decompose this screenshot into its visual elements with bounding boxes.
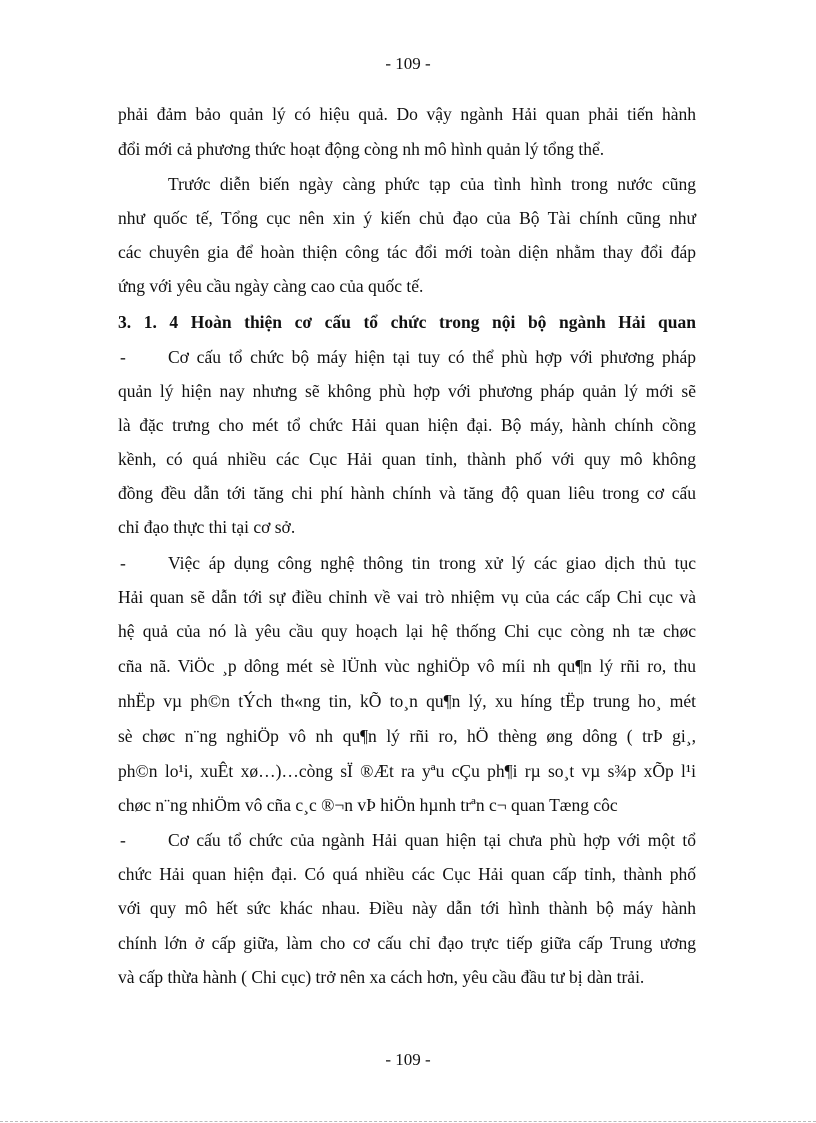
text-line: ứng với yêu cầu ngày càng cao của quốc tế.: [118, 276, 424, 296]
text-line: sè chøc n¨ng nghiÖp vô nh qu¶n lý rñi ro, hÖ thèng øng dông ( trÞ gi¸,: [118, 726, 696, 746]
text-line: kềnh, có quá nhiều các Cục Hải quan tỉnh, thành phố với quy mô không: [118, 449, 696, 469]
text-line: đổi mới cả phương thức hoạt động còng nh mô hình quản lý tổng thể.: [118, 139, 605, 159]
page-number-top: - 109 -: [385, 54, 431, 73]
text-line: chức Hải quan hiện đại. Có quá nhiều các Cục Hải quan cấp tỉnh, thành phố: [118, 864, 696, 884]
page-bottom-rule: [0, 1121, 816, 1122]
text-line: phải đảm bảo quản lý có hiệu quả. Do vậy ngành Hải quan phải tiến hành: [118, 104, 696, 124]
text-line: ph©n lo¹i, xuÊt xø…)…còng sÏ ®Æt ra yªu cÇu ph¶i rµ so¸t vµ s¾p xÕp l¹i: [118, 761, 696, 781]
section-heading: 3. 1. 4 Hoàn thiện cơ cấu tổ chức trong nội bộ ngành Hải quan: [118, 312, 696, 332]
text-line: Cơ cấu tổ chức của ngành Hải quan hiện tại chưa phù hợp với một tổ: [168, 830, 696, 850]
text-line: và cấp thừa hành ( Chi cục) trở nên xa cách hơn, yêu cầu đầu tư bị dàn trải.: [118, 967, 645, 987]
text-line: Trước diễn biến ngày càng phức tạp của tình hình trong nước cũng: [168, 174, 696, 194]
text-line: hệ quả của nó là yêu cầu quy hoạch lại hệ thống Chi cục còng nh tæ chøc: [118, 621, 696, 641]
bullet-marker: -: [120, 830, 126, 850]
text-line: chính lớn ở cấp giữa, làm cho cơ cấu chỉ đạo trực tiếp giữa cấp Trung ương: [118, 933, 696, 953]
bullet-marker: -: [120, 347, 126, 367]
text-line: các chuyên gia để hoàn thiện công tác đổi mới toàn diện nhằm thay đổi đáp: [118, 242, 696, 262]
text-line: là đặc trưng cho mét tổ chức Hải quan hiện đại. Bộ máy, hành chính cồng: [118, 415, 696, 435]
text-line: với quy mô hết sức khác nhau. Điều này dẫn tới hình thành bộ máy hành: [118, 898, 696, 918]
text-line: chỉ đạo thực thi tại cơ sở.: [118, 517, 296, 537]
text-line: nhËp vµ ph©n tÝch th«ng tin, kÕ to¸n qu¶n lý, xu híng tËp trung ho¸ mét: [118, 691, 696, 711]
text-line: Việc áp dụng công nghệ thông tin trong xử lý các giao dịch thủ tục: [168, 553, 696, 573]
text-line: quản lý hiện nay nhưng sẽ không phù hợp với phương pháp quản lý mới sẽ: [118, 381, 696, 401]
text-line: Cơ cấu tổ chức bộ máy hiện tại tuy có thể phù hợp với phương pháp: [168, 347, 696, 367]
text-line: cña nã. ViÖc ¸p dông mét sè lÜnh vùc nghiÖp vô míi nh qu¶n lý rñi ro, thu: [118, 656, 696, 676]
text-line: đồng đều dẫn tới tăng chi phí hành chính và tăng độ quan liêu trong cơ cấu: [118, 483, 696, 503]
text-line: như quốc tế, Tổng cục nên xin ý kiến chủ đạo của Bộ Tài chính cũng như: [118, 208, 696, 228]
text-line: chøc n¨ng nhiÖm vô cña c¸c ®¬n vÞ hiÖn hµnh trªn c¬ quan Tæng côc: [118, 795, 618, 815]
bullet-marker: -: [120, 553, 126, 573]
page-number-bottom: - 109 -: [385, 1050, 431, 1069]
text-line: Hải quan sẽ dẫn tới sự điều chỉnh về vai trò nhiệm vụ của các cấp Chi cục và: [118, 587, 696, 607]
